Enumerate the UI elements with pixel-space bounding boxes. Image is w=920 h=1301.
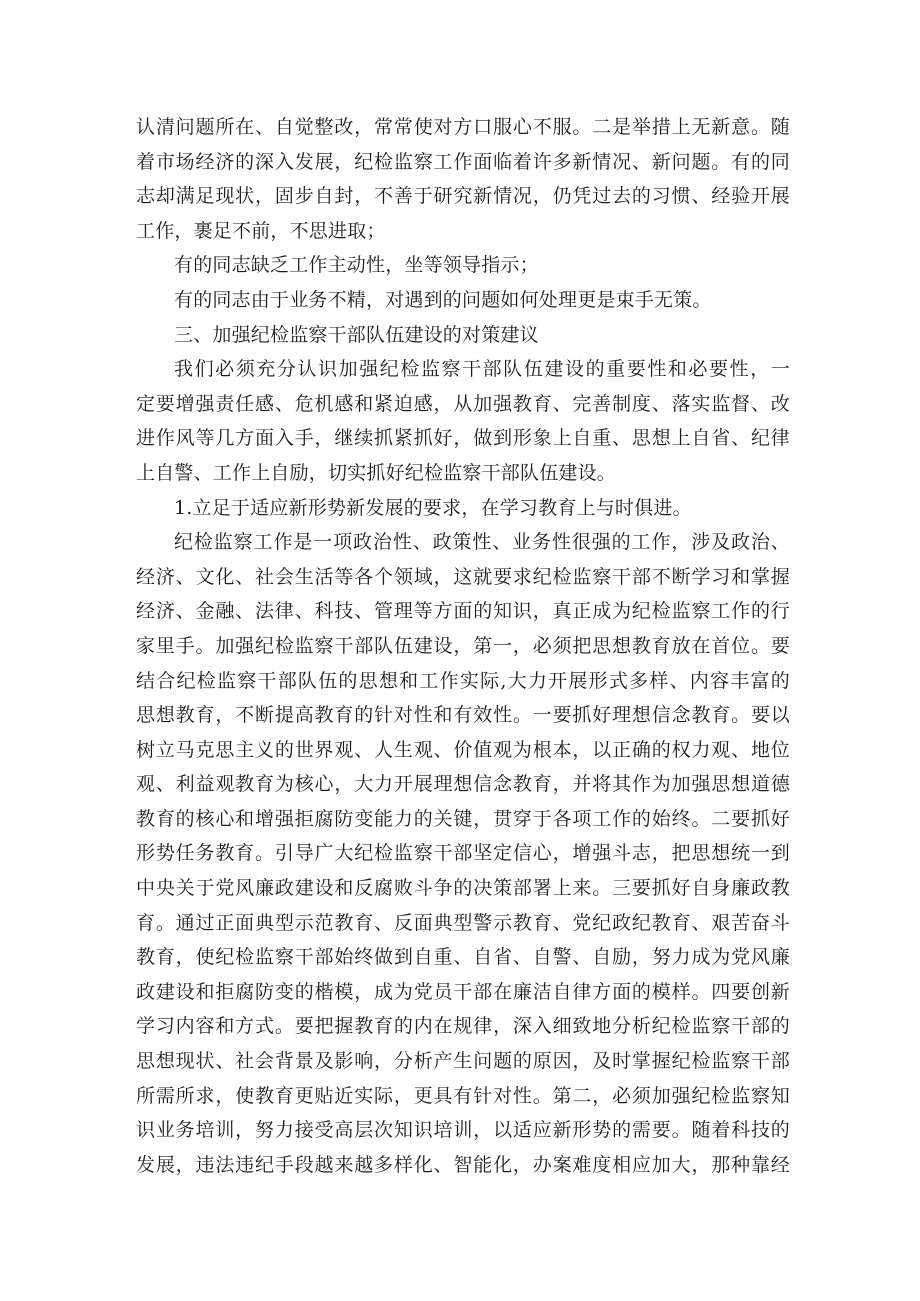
text-line: 有的同志由于业务不精，对遇到的问题如何处理更是束手无策。	[174, 288, 712, 311]
text-line: 形势任务教育。引导广大纪检监察干部坚定信心，增强斗志，把思想统一到	[136, 842, 790, 865]
text-line: 树立马克思主义的世界观、人生观、价值观为根本，以正确的权力观、地位	[136, 738, 790, 761]
text-line: 思想教育，不断提高教育的针对性和有效性。一要抓好理想信念教育。要以	[136, 704, 790, 727]
text-line: 认清问题所在、自觉整改，常常使对方口服心不服。二是举措上无新意。随	[136, 116, 790, 138]
text-line: 政建设和拒腐防变的楷模，成为党员干部在廉洁自律方面的模样。四要创新	[136, 980, 790, 1003]
text-line: 教育，使纪检监察干部始终做到自重、自省、自警、自励，努力成为党风廉	[136, 946, 790, 969]
text-line: 定要增强责任感、危机感和紧迫感，从加强教育、完善制度、落实监督、改	[136, 392, 790, 415]
text-line: 1.立足于适应新形势新发展的要求，在学习教育上与时俱进。	[174, 496, 692, 519]
text-line: 纪检监察工作是一项政治性、政策性、业务性很强的工作，涉及政治、	[174, 531, 790, 554]
document-body	[136, 110, 790, 1182]
text-line: 工作，裹足不前，不思进取；	[136, 219, 386, 242]
text-line: 志却满足现状，固步自封，不善于研究新情况，仍凭过去的习惯、经验开展	[136, 185, 790, 208]
text-line: 学习内容和方式。要把握教育的内在规律，深入细致地分析纪检监察干部的	[136, 1015, 790, 1038]
text-line: 三、加强纪检监察干部队伍建设的对策建议	[174, 323, 539, 346]
text-line: 所需所求，使教育更贴近实际，更具有针对性。第二，必须加强纪检监察知	[136, 1084, 790, 1107]
text-line: 进作风等几方面入手，继续抓紧抓好，做到形象上自重、思想上自省、纪律	[136, 427, 790, 450]
text-line: 家里手。加强纪检监察干部队伍建设，第一，必须把思想教育放在首位。要	[136, 634, 790, 657]
text-line: 经济、金融、法律、科技、管理等方面的知识，真正成为纪检监察工作的行	[136, 600, 790, 623]
text-line: 着市场经济的深入发展，纪检监察工作面临着许多新情况、新问题。有的同	[136, 150, 790, 173]
text-line: 中央关于党风廉政建设和反腐败斗争的决策部署上来。三要抓好自身廉政教	[136, 877, 790, 900]
text-line: 结合纪检监察干部队伍的思想和工作实际,大力开展形式多样、内容丰富的	[136, 669, 790, 692]
text-line: 识业务培训，努力接受高层次知识培训，以适应新形势的需要。随着科技的	[136, 1119, 790, 1142]
text-line: 我们必须充分认识加强纪检监察干部队伍建设的重要性和必要性，一	[174, 358, 790, 381]
text-line: 有的同志缺乏工作主动性，坐等领导指示；	[174, 254, 539, 277]
text-line: 教育的核心和增强拒腐防变能力的关键，贯穿于各项工作的始终。二要抓好	[136, 807, 790, 830]
text-line: 上自警、工作上自励，切实抓好纪检监察干部队伍建设。	[136, 461, 617, 484]
text-line: 经济、文化、社会生活等各个领域，这就要求纪检监察干部不断学习和掌握	[136, 565, 790, 588]
text-line: 思想现状、社会背景及影响，分析产生问题的原因，及时掌握纪检监察干部	[136, 1050, 790, 1073]
text-line: 观、利益观教育为核心，大力开展理想信念教育，并将其作为加强思想道德	[136, 773, 790, 796]
text-lines	[136, 110, 790, 1182]
text-line: 育。通过正面典型示范教育、反面典型警示教育、党纪政纪教育、艰苦奋斗	[136, 911, 790, 934]
text-line: 发展，违法违纪手段越来越多样化、智能化，办案难度相应加大，那种靠经	[136, 1153, 790, 1176]
